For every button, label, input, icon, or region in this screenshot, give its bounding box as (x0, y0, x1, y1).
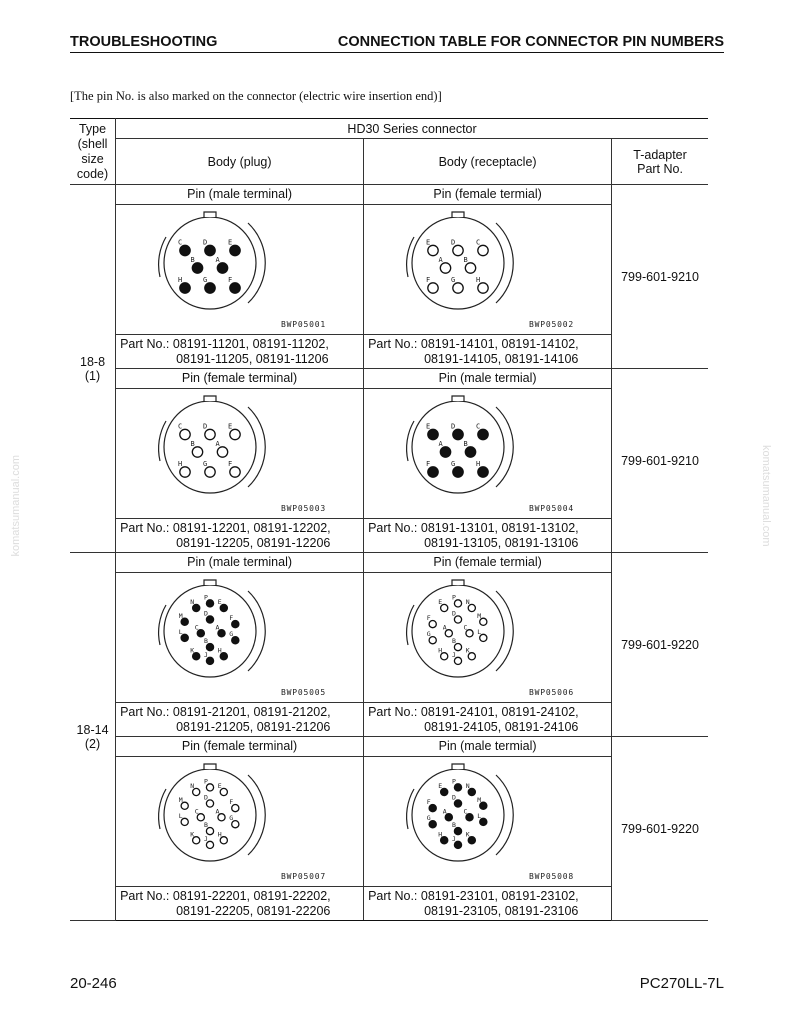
pin-a (217, 263, 227, 273)
pin-e (428, 245, 438, 255)
pin-letter: B (452, 821, 456, 830)
pin-letter: P (452, 777, 456, 786)
connector-shell (407, 212, 514, 309)
drawing-code: BWP05006 (529, 688, 575, 697)
pin-note: [The pin No. is also marked on the connector (electric wire insertion end)] (70, 89, 442, 103)
plug-header: Body (plug) (116, 139, 364, 185)
pin-letter: G (229, 630, 234, 639)
pin-letter: L (178, 811, 183, 820)
part-number: Part No.: 08191-11201, 08191-11202, 08191-11205, 08191-11206 (116, 335, 364, 369)
pin-label: Pin (male terminal) (116, 553, 364, 573)
pin-letter: A (438, 256, 443, 264)
tadapter-part: 799-601-9210 (612, 369, 708, 553)
pin-letter: C (476, 238, 481, 247)
drawing-code: BWP05008 (529, 872, 575, 881)
pin-letter: D (451, 422, 456, 431)
pin-letter: B (204, 637, 208, 646)
pin-letter: H (476, 276, 481, 284)
connector-shell (159, 396, 266, 493)
pin-letter: E (228, 238, 233, 247)
pin-letter: A (215, 623, 220, 632)
pin-letter: C (463, 807, 468, 816)
pin-b (465, 447, 475, 457)
pin-letter: D (203, 238, 208, 247)
pin-letter: H (217, 646, 222, 655)
part-number: Part No.: 08191-14101, 08191-14102, 08191-14105, 08191-14106 (364, 335, 612, 369)
pin-letter: H (476, 460, 481, 468)
connector-diagram (364, 757, 611, 886)
pin-g (453, 467, 463, 477)
pin-letter: H (178, 460, 183, 468)
pin-letter: K (190, 830, 195, 839)
pin-e (428, 429, 438, 439)
pin-letter: D (452, 793, 456, 802)
pin-letter: M (477, 795, 482, 804)
drawing-code: BWP05004 (529, 504, 575, 513)
pin-letter: G (451, 460, 456, 468)
pin-letter: G (203, 276, 208, 284)
connector-diagram (364, 205, 611, 334)
pin-letter: F (426, 276, 431, 284)
pin-c (478, 429, 488, 439)
pin-letter: F (426, 460, 431, 468)
type-cell-18-8 (70, 185, 116, 553)
pin-g (205, 283, 215, 293)
pin-letter: C (178, 422, 183, 431)
pin-letter: A (215, 440, 220, 448)
pin-letter: B (452, 637, 456, 646)
section-title: TROUBLESHOOTING (70, 34, 218, 50)
pin-e (230, 429, 240, 439)
pin-letter: P (204, 777, 208, 786)
pin-letter: H (438, 646, 443, 655)
pin-letter: C (178, 238, 183, 247)
pin-b (465, 263, 475, 273)
pin-a (440, 263, 450, 273)
pin-label: Pin (female terminal) (116, 737, 364, 757)
pin-letter: E (438, 782, 443, 790)
receptacle-header: Body (receptacle) (364, 139, 612, 185)
pin-letter: F (228, 460, 233, 468)
type-code: 18-14 (76, 722, 109, 737)
drawing-code: BWP05003 (281, 504, 327, 513)
pin-letter: A (442, 623, 447, 632)
pin-letter: K (465, 830, 470, 839)
pin-letter: B (463, 256, 468, 264)
model-name: PC270LL-7L (639, 975, 724, 992)
series-header: HD30 Series connector (116, 119, 708, 139)
drawing-code: BWP05002 (529, 320, 575, 329)
pin-letter: E (217, 782, 222, 790)
part-number: Part No.: 08191-13101, 08191-13102, 08191-13105, 08191-13106 (364, 519, 612, 553)
pin-letter: C (463, 623, 468, 632)
pin-letter: M (477, 611, 482, 620)
pin-letter: P (452, 593, 456, 602)
part-number: Part No.: 08191-12201, 08191-12202, 08191-12205, 08191-12206 (116, 519, 364, 553)
pin-c (180, 245, 190, 255)
pin-g (205, 467, 215, 477)
pin-c (180, 429, 190, 439)
tadapter-header: T-adapter Part No. (612, 139, 708, 185)
pin-letter: M (178, 795, 183, 804)
pin-label: Pin (male terminal) (116, 185, 364, 205)
type-header: Type (shell size code) (70, 119, 116, 185)
tadapter-part: 799-601-9210 (612, 185, 708, 369)
pin-f (230, 467, 240, 477)
pin-g (453, 283, 463, 293)
pin-letter: N (465, 782, 470, 790)
pin-letter: N (190, 598, 195, 606)
part-number: Part No.: 08191-23101, 08191-23102, 08191-23105, 08191-23106 (364, 887, 612, 921)
pin-letter: M (178, 611, 183, 620)
pin-f (428, 283, 438, 293)
pin-letter: A (442, 807, 447, 816)
pin-letter: H (178, 276, 183, 284)
pin-letter: B (463, 440, 468, 448)
pin-letter: E (426, 238, 431, 247)
pin-letter: N (190, 782, 195, 790)
pin-letter: A (438, 440, 443, 448)
pin-letter: K (190, 646, 195, 655)
tadapter-part: 799-601-9220 (612, 737, 708, 921)
connector-diagram (364, 573, 611, 702)
pin-letter: A (215, 807, 220, 816)
pin-letter: L (477, 627, 482, 636)
type-code: 18-8 (80, 354, 106, 369)
pin-label: Pin (female terminal) (116, 369, 364, 389)
pin-letter: B (190, 440, 195, 448)
tadapter-part: 799-601-9220 (612, 553, 708, 737)
connector-diagram (116, 757, 363, 886)
part-number: Part No.: 08191-21201, 08191-21202, 08191-21205, 08191-21206 (116, 703, 364, 737)
pin-letter: B (190, 256, 195, 264)
pin-e (230, 245, 240, 255)
pin-d (453, 245, 463, 255)
pin-letter: L (477, 811, 482, 820)
pin-label: Pin (female termial) (364, 185, 612, 205)
pin-d (453, 429, 463, 439)
pin-letter: G (451, 276, 456, 284)
pin-a (440, 447, 450, 457)
header-rule (70, 52, 724, 53)
pin-label: Pin (female termial) (364, 553, 612, 573)
pin-a (217, 447, 227, 457)
type-number: (2) (84, 736, 101, 751)
pin-f (428, 467, 438, 477)
pin-letter: J (452, 650, 456, 659)
pin-d (205, 429, 215, 439)
pin-c (478, 245, 488, 255)
pin-letter: E (228, 422, 233, 431)
connector-shell (159, 212, 266, 309)
pin-letter: E (217, 598, 222, 606)
pin-letter: H (217, 830, 222, 839)
part-number: Part No.: 08191-22201, 08191-22202, 08191-22205, 08191-22206 (116, 887, 364, 921)
pin-letter: G (229, 814, 234, 823)
pin-letter: E (438, 598, 443, 606)
type-cell-18-14 (70, 553, 116, 921)
pin-letter: C (194, 623, 199, 632)
connection-table (70, 118, 708, 921)
pin-h (180, 467, 190, 477)
pin-b (192, 263, 202, 273)
pin-letter: G (203, 460, 208, 468)
pin-letter: N (465, 598, 470, 606)
pin-b (192, 447, 202, 457)
type-number: (1) (84, 368, 101, 383)
pin-h (478, 283, 488, 293)
pin-letter: B (204, 821, 208, 830)
connector-diagram (116, 573, 363, 702)
pin-f (230, 283, 240, 293)
drawing-code: BWP05007 (281, 872, 327, 881)
pin-letter: K (465, 646, 470, 655)
pin-letter: D (203, 422, 208, 431)
part-number: Part No.: 08191-24101, 08191-24102, 08191-24105, 08191-24106 (364, 703, 612, 737)
drawing-code: BWP05005 (281, 688, 327, 697)
pin-letter: P (204, 593, 208, 602)
pin-label: Pin (male termial) (364, 737, 612, 757)
watermark-right: komatsumanual.com (760, 445, 772, 547)
pin-h (180, 283, 190, 293)
pin-letter: E (426, 422, 431, 431)
pin-letter: D (451, 238, 456, 247)
pin-letter: F (229, 614, 234, 623)
connector-diagram (116, 205, 363, 334)
pin-letter: L (178, 627, 183, 636)
pin-letter: A (215, 256, 220, 264)
pin-letter: G (426, 630, 431, 639)
connector-diagram (364, 389, 611, 518)
pin-letter: G (426, 814, 431, 823)
drawing-code: BWP05001 (281, 320, 327, 329)
pin-letter: J (452, 834, 456, 843)
pin-letter: F (426, 798, 431, 807)
pin-label: Pin (male termial) (364, 369, 612, 389)
pin-letter: J (204, 650, 208, 659)
pin-letter: C (194, 807, 199, 816)
watermark-left: komatsumanual.com (10, 455, 22, 557)
pin-letter: J (204, 834, 208, 843)
pin-letter: F (228, 276, 233, 284)
pin-d (205, 245, 215, 255)
pin-letter: F (426, 614, 431, 623)
pin-letter: H (438, 830, 443, 839)
connector-diagram (116, 389, 363, 518)
pin-letter: D (204, 793, 208, 802)
pin-letter: D (452, 609, 456, 618)
pin-h (478, 467, 488, 477)
pin-letter: F (229, 798, 234, 807)
page-number: 20-246 (70, 975, 117, 992)
connector-shell (407, 396, 514, 493)
pin-letter: D (204, 609, 208, 618)
pin-letter: C (476, 422, 481, 431)
page-title: CONNECTION TABLE FOR CONNECTOR PIN NUMBERS (337, 34, 724, 50)
